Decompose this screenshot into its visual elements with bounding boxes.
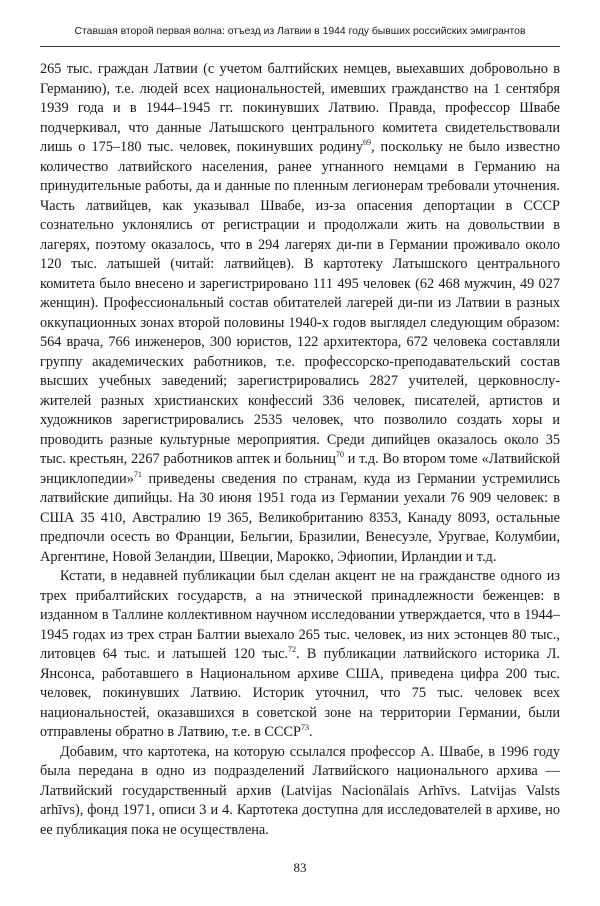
paragraph: [40, 60, 560, 567]
footnote-ref[interactable]: 70: [335, 450, 344, 460]
footnote-ref[interactable]: 73: [301, 723, 309, 733]
paragraph-text: Добавим, что картотека, на которую ссылался профессор А. Швабе, в 1996 году была передана в одно из подразделений Латвийского национального архива — Латвийский государственный архив (Latvijas Nacionālais Arhīvs. Latvijas Valsts arhīvs), фонд 1971, описи 3 и 4. Картотека доступна для исследователей в архиве, но ее публикация пока не осуществлена.: [40, 743, 560, 838]
paragraph-text: и т.д. Во втором томе «Латвийской энциклопедии»: [40, 451, 560, 487]
paragraph-text: .: [309, 724, 313, 740]
paragraph-text: Кстати, в недавней публикации был сделан акцент не на гражданстве одного из трех прибалтийских государств, а на этнической принадлежности беженцев: в изданном в Таллине коллективном научном исследовании утверждается, что в 1944–1945 годах из трех стран Балтии выехало 265 тыс. человек, из них эстонцев 80 тыс., литовцев 64 тыс. и латышей 120 тыс.: [40, 568, 560, 662]
paragraph: [40, 743, 560, 841]
header-rule: [40, 46, 560, 47]
footnote-ref[interactable]: 69: [362, 138, 371, 148]
page-number: 83: [293, 860, 307, 875]
running-head: Ставшая второй первая волна: отъезд из Латвии в 1944 году бывших российских эмигрантов: [74, 26, 526, 37]
footnote-ref[interactable]: 72: [288, 645, 297, 655]
footnote-ref[interactable]: 71: [133, 469, 142, 479]
paragraph-text: 265 тыс. граждан Латвии (с учетом балтийских немцев, выехавших добровольно в Германию), т.е. людей всех национальностей, имевших гражданство на 1 сентября 1939 года и в 1944–1945 гг. покинувших Латвию. Правда, профессор Швабе подчеркивал, что данные Латышского центрального комитета свидетельствовали лишь о 175–180 тыс. человек, покинувших родину: [40, 61, 560, 155]
paragraph-text: , поскольку не было известно количество латвийского населения, ранее угнанного немцами в Германию на принудительные работы, да и данные по пленным легионерам требовали уточнения. Часть латвийцев, как указывал Швабе, из-за опасения депортации в СССР сознательно уклонялись от регистрации и продолжали жить на довольствии в лагерях, поэтому оказалось, что в 294 лагерях ди-пи в Германии проживало около 120 тыс. латышей (читай: латвийцев). В картотеку Латышского центрального комитета было внесено и зарегистрировано 111 495 человек (62 468 мужчин, 49 027 женщин). Профессиональный состав обитателей лагерей ди-пи из Латвии в разных оккупационных зонах второй половины 1940-х годов выглядел следующим образом: 564 врача, 766 инженеров, 300 юристов, 122 архитектора, 672 человека составляли группу академических работников, т.е. профессорско-преподавательский состав высших учебных заведений; зарегистрировались 2827 учителей, церковнослужителей разных христианских конфессий 336 человек, писателей, артистов и художников зарегистрировались 2535 человек, что позволило создать хоры и проводить разные культурные мероприятия. Среди дипийцев оказалось около 35 тыс. крестьян, 2267 работников аптек и больниц: [40, 139, 560, 467]
paragraph-text: приведены сведения по странам, куда из Германии устремились латвийские дипийцы. На 30 июня 1951 года из Германии уехали 76 909 человек: в США 35 410, Австралию 19 365, Великобританию 8353, Канаду 8093, остальные предпочли осесть во Франции, Бельгии, Бразилии, Венесуэле, Уругвае, Колумбии, Аргентине, Новой Зеландии, Швеции, Марокко, Эфиопии, Ирландии и т.д.: [40, 470, 560, 565]
paragraph: [40, 567, 560, 743]
body-text: [40, 60, 560, 840]
paragraph-text: . В публикации латвийского историка Л. Янсонса, работавшего в Национальном архиве США, приведена цифра 200 тыс. человек, покинувших Латвию. Историк уточнил, что 75 тыс. человек всех национальностей, оказавшихся в советской зоне на территории Германии, были отправлены обратно в Латвию, т.е. в СССР: [40, 646, 560, 740]
